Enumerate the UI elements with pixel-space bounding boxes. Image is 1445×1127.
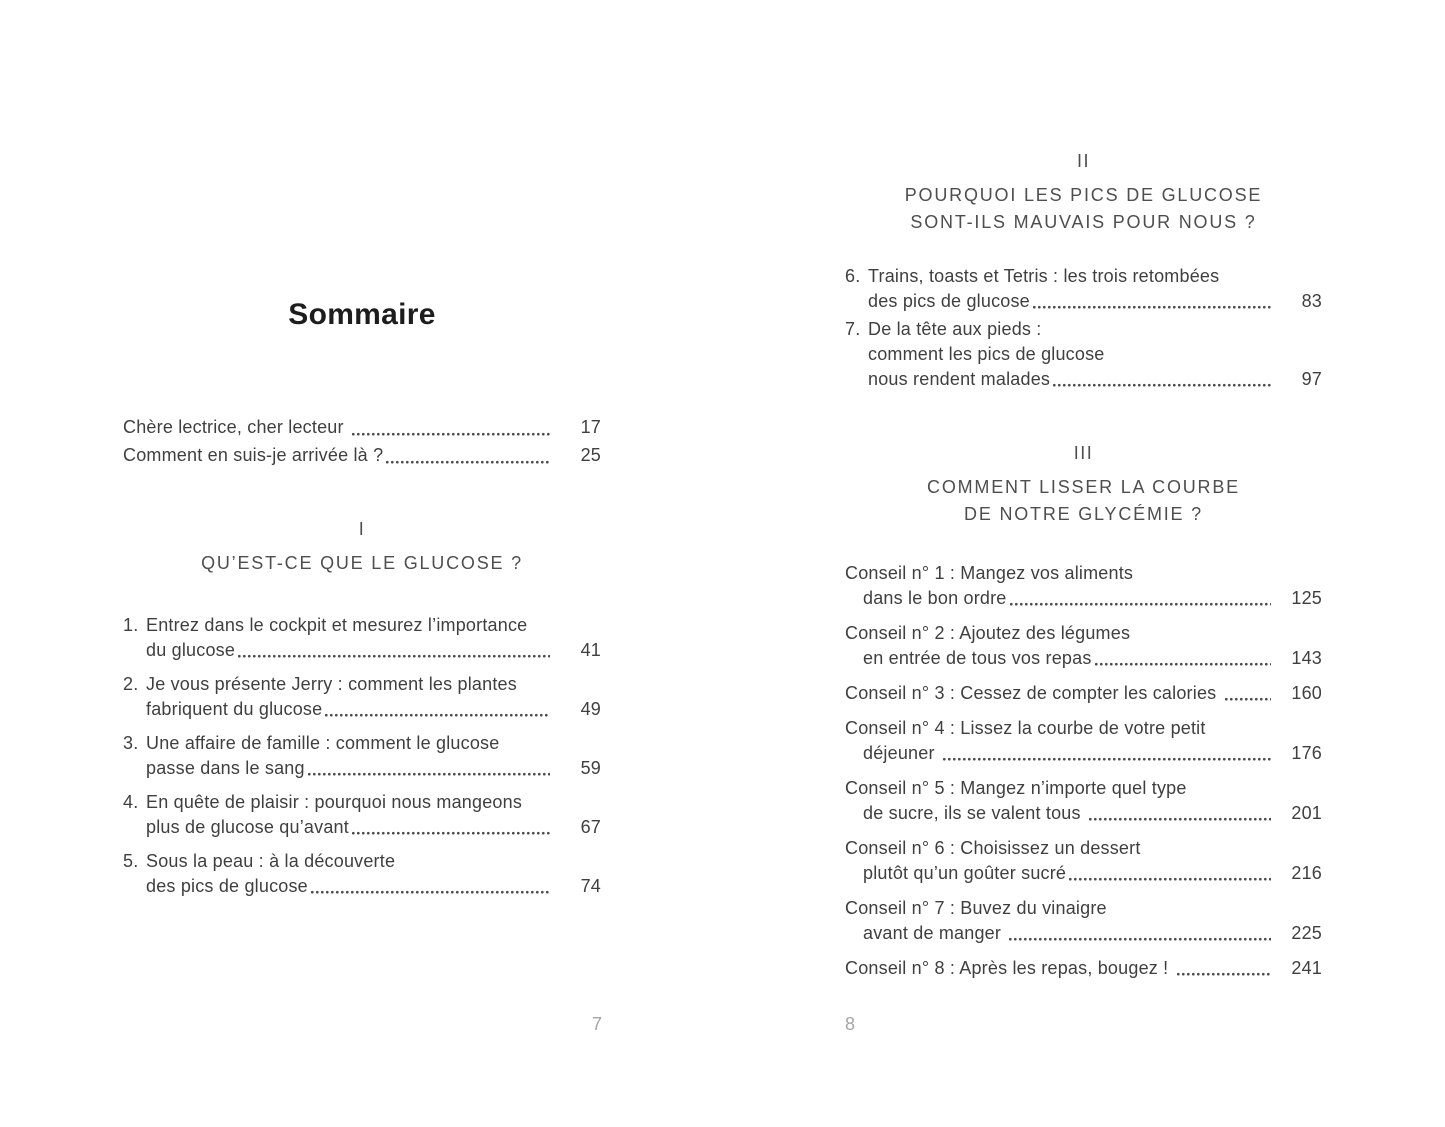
entry-text: de sucre, ils se valent tous bbox=[863, 803, 1086, 823]
entry-number: 4. bbox=[123, 792, 139, 812]
entry-text: Une affaire de famille : comment le glucose bbox=[146, 733, 500, 753]
entry-text: passe dans le sang bbox=[146, 758, 305, 778]
page-ref: 160 bbox=[1291, 683, 1322, 703]
section-2-header bbox=[845, 150, 1322, 236]
toc-entry bbox=[123, 441, 601, 469]
section-heading bbox=[845, 474, 1322, 528]
section-3-header bbox=[845, 442, 1322, 528]
toc-entry bbox=[845, 621, 1322, 671]
entry-text: en entrée de tous vos repas bbox=[863, 648, 1092, 668]
entry-number: 2. bbox=[123, 674, 139, 694]
entry-number: 3. bbox=[123, 733, 139, 753]
entry-text: fabriquent du glucose bbox=[146, 699, 323, 719]
toc-entry bbox=[123, 790, 601, 840]
entry-text: dans le bon ordre bbox=[863, 588, 1007, 608]
right-page bbox=[845, 150, 1322, 991]
section-heading-line: COMMENT LISSER LA COURBE bbox=[927, 477, 1240, 497]
entry-number: 5. bbox=[123, 851, 139, 871]
entry-text: Conseil n° 7 : Buvez du vinaigre bbox=[845, 898, 1107, 918]
section-heading-line: POURQUOI LES PICS DE GLUCOSE bbox=[904, 185, 1263, 205]
page-ref: 49 bbox=[580, 699, 601, 719]
page-ref: 83 bbox=[1301, 291, 1322, 311]
entry-text: Comment en suis-je arrivée là ? bbox=[123, 445, 384, 465]
dot-leader bbox=[1053, 382, 1271, 388]
toc-entry bbox=[845, 776, 1322, 826]
section-numeral: III bbox=[1073, 443, 1094, 463]
entry-number: 6. bbox=[845, 266, 861, 286]
toc-entry bbox=[845, 896, 1322, 946]
page-ref: 97 bbox=[1301, 369, 1322, 389]
entry-number: 7. bbox=[845, 319, 861, 339]
dot-leader bbox=[1089, 816, 1271, 822]
dot-leader bbox=[325, 712, 550, 718]
entry-text: Conseil n° 1 : Mangez vos aliments bbox=[845, 563, 1134, 583]
entry-text: avant de manger bbox=[863, 923, 1007, 943]
entry-text: Trains, toasts et Tetris : les trois retombées bbox=[868, 266, 1220, 286]
dot-leader bbox=[1177, 971, 1271, 977]
page-ref: 41 bbox=[580, 640, 601, 660]
section-heading-line: SONT-ILS MAUVAIS POUR NOUS ? bbox=[910, 212, 1257, 232]
dot-leader bbox=[1069, 876, 1271, 882]
folio-left: 7 bbox=[591, 1014, 602, 1034]
entry-text: De la tête aux pieds : bbox=[868, 319, 1042, 339]
page-ref: 201 bbox=[1291, 803, 1322, 823]
chapter-list-part-1 bbox=[123, 613, 601, 899]
entry-text: comment les pics de glucose bbox=[868, 344, 1105, 364]
entry-text: Je vous présente Jerry : comment les plantes bbox=[146, 674, 517, 694]
page-ref: 216 bbox=[1291, 863, 1322, 883]
toc-entry bbox=[845, 836, 1322, 886]
section-numeral: II bbox=[1076, 151, 1090, 171]
toc-entry bbox=[123, 413, 601, 441]
entry-text: plus de glucose qu’avant bbox=[146, 817, 349, 837]
toc-title: Sommaire bbox=[288, 298, 436, 331]
dot-leader bbox=[308, 771, 550, 777]
entry-text: des pics de glucose bbox=[146, 876, 308, 896]
section-heading bbox=[123, 550, 601, 577]
folio-right: 8 bbox=[845, 1014, 856, 1034]
section-heading-line: QU’EST-CE QUE LE GLUCOSE ? bbox=[201, 553, 523, 573]
entry-text: du glucose bbox=[146, 640, 236, 660]
page-ref: 25 bbox=[580, 445, 601, 465]
dot-leader bbox=[943, 756, 1271, 762]
front-matter-list bbox=[123, 413, 601, 469]
page-ref: 125 bbox=[1291, 588, 1322, 608]
toc-entry bbox=[845, 716, 1322, 766]
dot-leader bbox=[1225, 696, 1271, 702]
entry-text: nous rendent malades bbox=[868, 369, 1051, 389]
dot-leader bbox=[352, 830, 550, 836]
dot-leader bbox=[1009, 936, 1271, 942]
dot-leader bbox=[238, 653, 550, 659]
dot-leader bbox=[1010, 601, 1272, 607]
entry-text: Sous la peau : à la découverte bbox=[146, 851, 396, 871]
toc-entry bbox=[845, 317, 1322, 392]
toc-entry bbox=[845, 264, 1322, 314]
section-numeral: I bbox=[358, 519, 366, 539]
dot-leader bbox=[352, 431, 550, 437]
dot-leader bbox=[1095, 661, 1271, 667]
entry-text: Conseil n° 5 : Mangez n’importe quel type bbox=[845, 778, 1187, 798]
entry-text: Conseil n° 4 : Lissez la courbe de votre petit bbox=[845, 718, 1206, 738]
entry-text: Conseil n° 3 : Cessez de compter les calories bbox=[845, 683, 1222, 703]
section-heading-line: DE NOTRE GLYCÉMIE ? bbox=[964, 504, 1203, 524]
page-ref: 241 bbox=[1291, 958, 1322, 978]
entry-text: plutôt qu’un goûter sucré bbox=[863, 863, 1067, 883]
page-ref: 74 bbox=[580, 876, 601, 896]
conseil-list-part-3 bbox=[845, 561, 1322, 981]
toc-entry bbox=[123, 849, 601, 899]
entry-text: Entrez dans le cockpit et mesurez l’importance bbox=[146, 615, 528, 635]
entry-text: Conseil n° 6 : Choisissez un dessert bbox=[845, 838, 1141, 858]
chapter-list-part-2 bbox=[845, 264, 1322, 392]
toc-entry bbox=[123, 731, 601, 781]
dot-leader bbox=[1033, 304, 1271, 310]
entry-text: Conseil n° 2 : Ajoutez des légumes bbox=[845, 623, 1131, 643]
toc-entry bbox=[845, 681, 1322, 706]
entry-text: des pics de glucose bbox=[868, 291, 1030, 311]
page-ref: 17 bbox=[580, 417, 601, 437]
toc-entry bbox=[845, 561, 1322, 611]
entry-text: En quête de plaisir : pourquoi nous mangeons bbox=[146, 792, 523, 812]
left-page bbox=[123, 297, 601, 908]
page-ref: 143 bbox=[1291, 648, 1322, 668]
entry-text: déjeuner bbox=[863, 743, 940, 763]
page-ref: 67 bbox=[580, 817, 601, 837]
section-heading bbox=[845, 182, 1322, 236]
dot-leader bbox=[311, 889, 550, 895]
page-ref: 225 bbox=[1291, 923, 1322, 943]
toc-entry bbox=[123, 613, 601, 663]
entry-text: Conseil n° 8 : Après les repas, bougez ! bbox=[845, 958, 1174, 978]
entry-number: 1. bbox=[123, 615, 139, 635]
page-ref: 59 bbox=[580, 758, 601, 778]
page-ref: 176 bbox=[1291, 743, 1322, 763]
toc-entry bbox=[123, 672, 601, 722]
entry-text: Chère lectrice, cher lecteur bbox=[123, 417, 349, 437]
dot-leader bbox=[386, 459, 550, 465]
toc-entry bbox=[845, 956, 1322, 981]
section-1-header bbox=[123, 518, 601, 577]
